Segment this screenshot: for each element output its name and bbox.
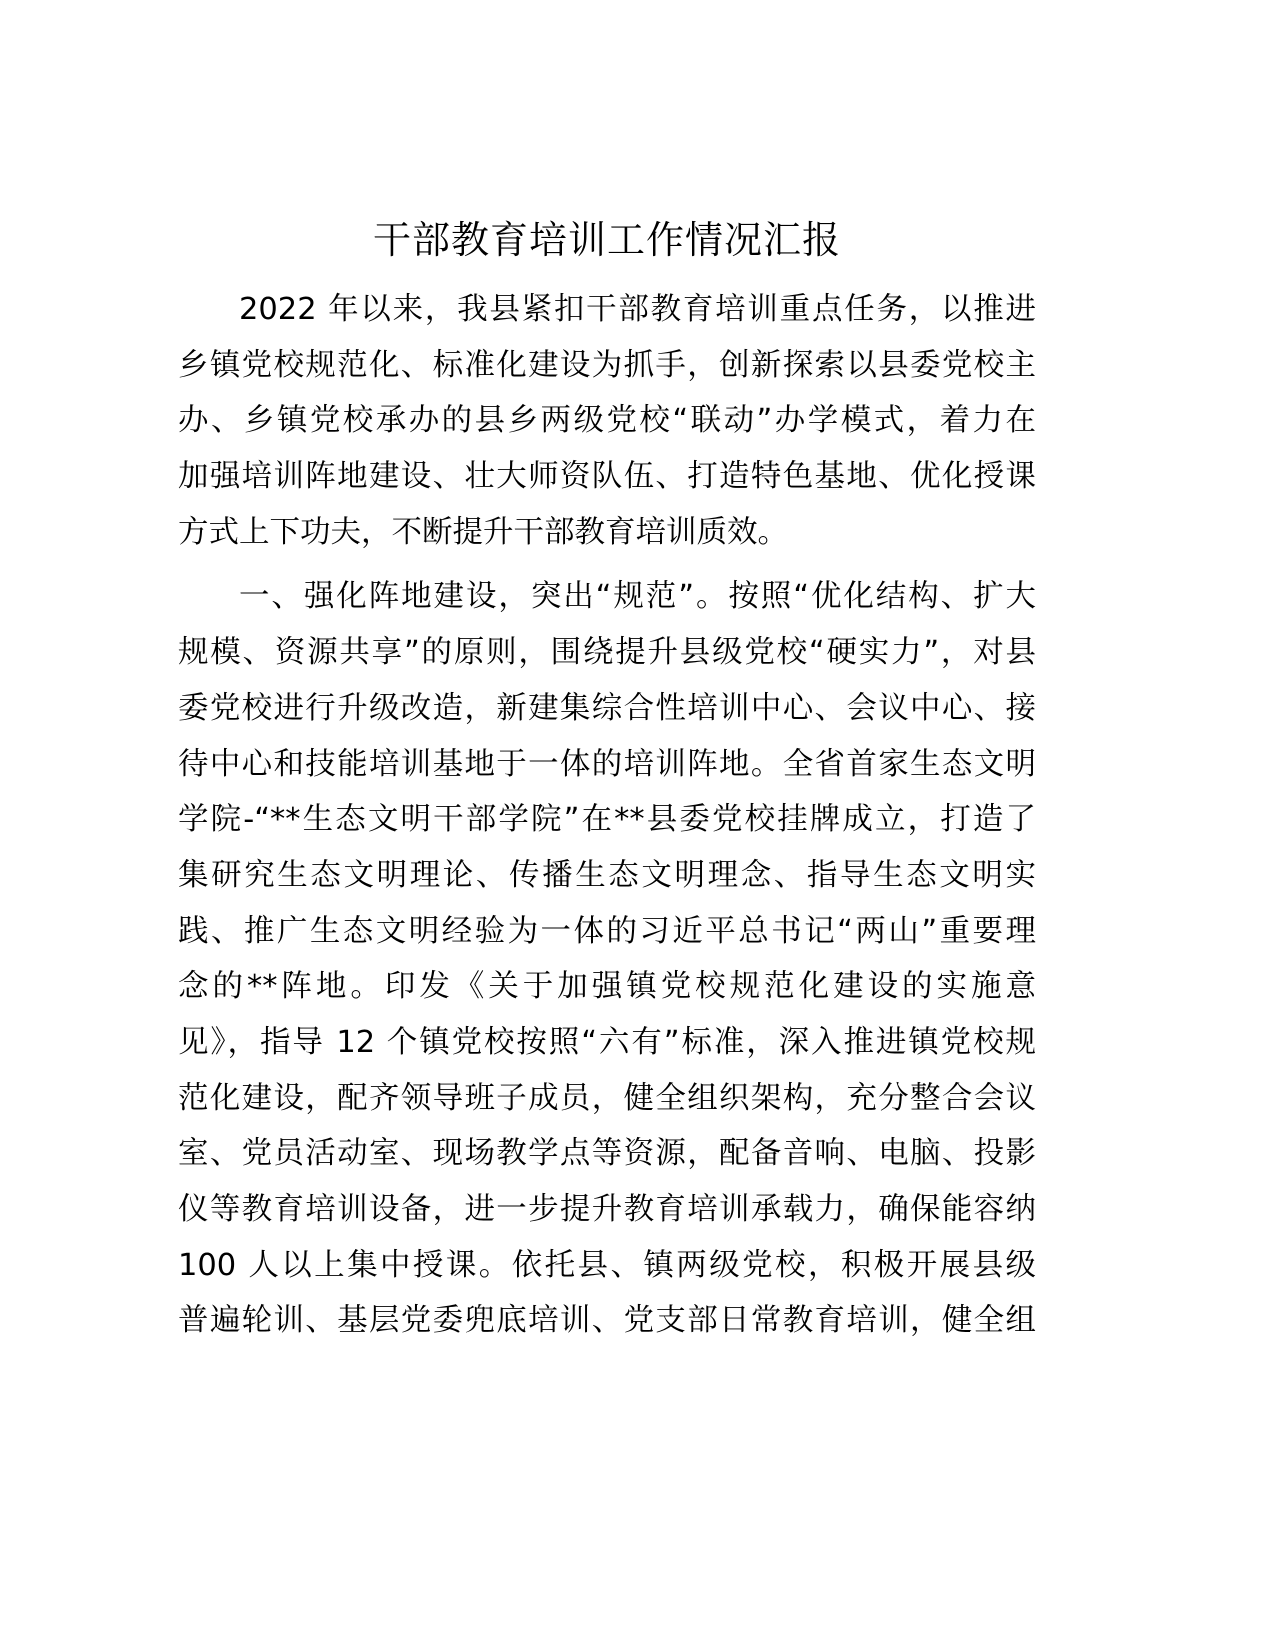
text-line: 念的**阵地。印发《关于加强镇党校规范化建设的实施意 xyxy=(178,969,1036,1005)
text-line: 集研究生态文明理论、传播生态文明理念、指导生态文明实 xyxy=(178,857,1036,893)
text-line: 办、乡镇党校承办的县乡两级党校“联动”办学模式，着力在 xyxy=(178,403,1036,439)
text-line: 践、推广生态文明经验为一体的习近平总书记“两山”重要理 xyxy=(178,913,1036,949)
text-line: 室、党员活动室、现场教学点等资源，配备音响、电脑、投影 xyxy=(178,1136,1036,1172)
text-line: 范化建设，配齐领导班子成员，健全组织架构，充分整合会议 xyxy=(178,1080,1036,1116)
paragraph-intro xyxy=(178,282,1036,560)
text-line: 2022 年以来，我县紧扣干部教育培训重点任务，以推进 xyxy=(239,292,1036,327)
text-line: 待中心和技能培训基地于一体的培训阵地。全省首家生态文明 xyxy=(178,746,1036,782)
text-line: 仪等教育培训设备，进一步提升教育培训承载力，确保能容纳 xyxy=(178,1192,1036,1227)
text-line: 100 人以上集中授课。依托县、镇两级党校，积极开展县级 xyxy=(178,1247,1036,1283)
text-line: 乡镇党校规范化、标准化建设为抓手，创新探索以县委党校主 xyxy=(178,347,1036,383)
text-line: 见》，指导 12 个镇党校按照“六有”标准，深入推进镇党校规 xyxy=(178,1024,1036,1060)
text-line: 加强培训阵地建设、壮大师资队伍、打造特色基地、优化授课 xyxy=(178,459,1036,495)
text-line: 委党校进行升级改造，新建集综合性培训中心、会议中心、接 xyxy=(178,690,1036,726)
text-line: 方式上下功夫，不断提升干部教育培训质效。 xyxy=(178,514,788,550)
section-heading-line: 一、强化阵地建设，突出“规范”。按照“优化结构、扩大 xyxy=(239,579,1036,615)
text-line: 学院-“**生态文明干部学院”在**县委党校挂牌成立，打造了 xyxy=(178,802,1036,838)
paragraph-section-1 xyxy=(178,569,1036,1349)
document-page xyxy=(178,212,1036,1358)
text-line: 普遍轮训、基层党委兜底培训、党支部日常教育培训，健全组 xyxy=(178,1303,1036,1339)
document-title: 干部教育培训工作情况汇报 xyxy=(372,218,841,262)
text-line: 规模、资源共享”的原则，围绕提升县级党校“硬实力”，对县 xyxy=(178,635,1036,671)
